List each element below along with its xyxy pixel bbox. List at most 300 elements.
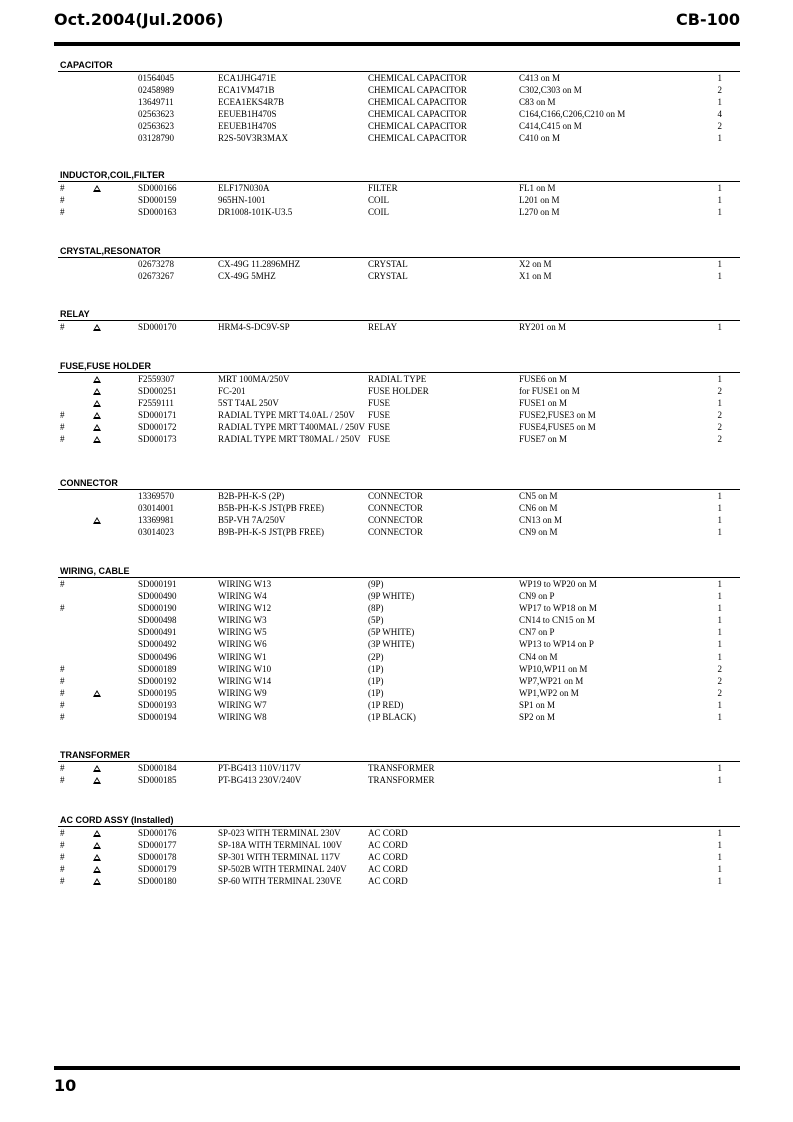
change-mark: # — [60, 195, 65, 206]
part-row — [58, 84, 740, 96]
part-location: C414,C415 on M — [519, 121, 582, 132]
part-quantity: 1 — [717, 133, 722, 144]
part-description: SP-023 WITH TERMINAL 230V — [218, 828, 341, 838]
part-quantity: 1 — [717, 322, 722, 332]
part-location: X2 on M — [519, 259, 552, 269]
part-quantity: 4 — [717, 109, 722, 120]
part-name: CRYSTAL — [368, 259, 408, 269]
part-row — [58, 108, 740, 120]
part-number: SD000189 — [138, 663, 177, 674]
part-description: PT-BG413 110V/117V — [218, 763, 301, 773]
section — [58, 246, 740, 282]
safety-warning-icon — [93, 433, 101, 446]
part-description: FC-201 — [218, 386, 246, 397]
part-quantity: 2 — [717, 410, 722, 421]
part-row — [58, 614, 740, 626]
section — [58, 60, 740, 145]
part-row — [58, 526, 740, 538]
part-name: CONNECTOR — [368, 491, 423, 501]
safety-warning-icon — [93, 182, 101, 195]
section — [58, 815, 740, 887]
part-description: WIRING W10 — [218, 663, 272, 674]
change-mark: # — [60, 840, 65, 851]
part-location: CN7 on P — [519, 627, 555, 638]
part-location: FUSE6 on M — [519, 374, 568, 384]
safety-warning-icon — [93, 839, 101, 852]
safety-warning-icon — [93, 321, 101, 334]
part-name: RELAY — [368, 322, 398, 332]
part-number: SD000184 — [138, 763, 177, 773]
part-name: CONNECTOR — [368, 515, 423, 526]
part-number: SD000491 — [138, 627, 177, 638]
part-name: CHEMICAL CAPACITOR — [368, 73, 467, 83]
footer-rule — [54, 1066, 740, 1070]
section-title: FUSE,FUSE HOLDER — [60, 361, 152, 371]
part-description: RADIAL TYPE MRT T80MAL / 250V — [218, 434, 361, 445]
part-name: (9P WHITE) — [368, 591, 415, 602]
part-row — [58, 421, 740, 433]
part-name: (1P) — [368, 663, 384, 674]
part-name: (1P RED) — [368, 699, 404, 710]
part-description: ECA1JHG471E — [218, 73, 276, 83]
part-description: WIRING W7 — [218, 699, 267, 710]
change-mark: # — [60, 434, 65, 445]
part-description: SP-502B WITH TERMINAL 240V — [218, 864, 347, 875]
safety-warning-icon — [93, 863, 101, 876]
part-location: WP17 to WP18 on M — [519, 603, 597, 614]
part-location: FUSE7 on M — [519, 434, 568, 445]
section — [58, 361, 740, 446]
change-mark: # — [60, 712, 65, 723]
part-row — [58, 651, 740, 663]
part-number: SD000170 — [138, 322, 177, 332]
part-row — [58, 373, 740, 385]
part-quantity: 1 — [717, 579, 722, 589]
part-description: R2S-50V3R3MAX — [218, 133, 289, 144]
change-mark: # — [60, 322, 65, 332]
part-name: (3P WHITE) — [368, 639, 415, 650]
part-row — [58, 132, 740, 144]
part-description: RADIAL TYPE MRT T4.0AL / 250V — [218, 410, 355, 421]
part-location: L201 on M — [519, 195, 560, 206]
change-mark: # — [60, 422, 65, 433]
part-description: ECEA1EKS4R7B — [218, 97, 285, 108]
part-number: SD000171 — [138, 410, 177, 421]
part-row — [58, 72, 740, 84]
part-location: WP19 to WP20 on M — [519, 579, 597, 589]
safety-warning-icon — [93, 875, 101, 888]
part-description: WIRING W9 — [218, 687, 267, 698]
part-description: RADIAL TYPE MRT T400MAL / 250V — [218, 422, 366, 433]
part-quantity: 2 — [717, 422, 722, 433]
part-row — [58, 827, 740, 839]
part-number: SD000251 — [138, 386, 177, 397]
part-row — [58, 433, 740, 445]
part-quantity: 1 — [717, 97, 722, 108]
part-row — [58, 638, 740, 650]
change-mark: # — [60, 864, 65, 875]
section — [58, 309, 740, 333]
part-quantity: 2 — [717, 675, 722, 686]
part-name: AC CORD — [368, 852, 408, 863]
part-name: CHEMICAL CAPACITOR — [368, 97, 467, 108]
part-number: 13369981 — [138, 515, 174, 526]
safety-warning-icon — [93, 774, 101, 787]
part-name: CHEMICAL CAPACITOR — [368, 85, 467, 96]
part-name: (1P) — [368, 675, 384, 686]
part-quantity: 1 — [717, 195, 722, 206]
change-mark: # — [60, 699, 65, 710]
part-number: 02458989 — [138, 85, 174, 96]
section-title: CONNECTOR — [60, 478, 118, 488]
safety-warning-icon — [93, 762, 101, 775]
part-location: CN4 on M — [519, 651, 558, 662]
part-name: (9P) — [368, 579, 384, 589]
change-mark: # — [60, 410, 65, 421]
safety-warning-icon — [93, 409, 101, 422]
safety-warning-icon — [93, 827, 101, 840]
part-row — [58, 762, 740, 774]
part-description: CX-49G 5MHZ — [218, 271, 276, 282]
part-name: AC CORD — [368, 876, 408, 887]
part-quantity: 1 — [717, 503, 722, 514]
section-title: WIRING, CABLE — [60, 566, 130, 576]
part-number: 13649711 — [138, 97, 174, 108]
part-description: B5P-VH 7A/250V — [218, 515, 286, 526]
change-mark: # — [60, 828, 65, 838]
part-row — [58, 120, 740, 132]
part-location: WP10,WP11 on M — [519, 663, 588, 674]
part-description: WIRING W4 — [218, 591, 267, 602]
part-number: SD000166 — [138, 183, 177, 193]
safety-warning-icon — [93, 687, 101, 700]
part-quantity: 2 — [717, 85, 722, 96]
part-number: 03014023 — [138, 527, 174, 538]
part-number: SD000177 — [138, 840, 177, 851]
part-description: DR1008-101K-U3.5 — [218, 207, 293, 218]
part-description: 5ST T4AL 250V — [218, 398, 279, 409]
part-quantity: 1 — [717, 207, 722, 218]
part-quantity: 1 — [717, 615, 722, 626]
part-row — [58, 385, 740, 397]
part-description: B9B-PH-K-S JST(PB FREE) — [218, 527, 325, 538]
part-name: FUSE — [368, 434, 391, 445]
part-description: WIRING W8 — [218, 712, 267, 723]
part-description: ECA1VM471B — [218, 85, 275, 96]
part-quantity: 2 — [717, 663, 722, 674]
part-location: L270 on M — [519, 207, 560, 218]
part-description: B2B-PH-K-S (2P) — [218, 491, 285, 501]
part-name: (1P) — [368, 687, 384, 698]
change-mark: # — [60, 603, 65, 614]
part-description: EEUEB1H470S — [218, 109, 277, 120]
part-name: FUSE — [368, 410, 391, 421]
part-quantity: 1 — [717, 271, 722, 282]
part-number: SD000179 — [138, 864, 177, 875]
part-row — [58, 194, 740, 206]
part-location: C413 on M — [519, 73, 561, 83]
document-date: Oct.2004(Jul.2006) — [54, 10, 224, 29]
part-number: SD000191 — [138, 579, 177, 589]
part-description: HRM4-S-DC9V-SP — [218, 322, 290, 332]
part-location: WP7,WP21 on M — [519, 675, 584, 686]
part-name: TRANSFORMER — [368, 763, 435, 773]
part-location: FUSE1 on M — [519, 398, 568, 409]
change-mark: # — [60, 663, 65, 674]
part-name: (1P BLACK) — [368, 712, 416, 723]
part-description: WIRING W1 — [218, 651, 267, 662]
part-description: WIRING W13 — [218, 579, 272, 589]
part-row — [58, 270, 740, 282]
part-location: C410 on M — [519, 133, 561, 144]
part-location: CN13 on M — [519, 515, 563, 526]
part-number: SD000173 — [138, 434, 177, 445]
section-title: AC CORD ASSY (Installed) — [60, 815, 174, 825]
part-row — [58, 258, 740, 270]
part-row — [58, 590, 740, 602]
part-location: CN5 on M — [519, 491, 558, 501]
part-name: CHEMICAL CAPACITOR — [368, 133, 467, 144]
part-number: F2559307 — [138, 374, 175, 384]
part-name: (5P) — [368, 615, 384, 626]
part-description: 965HN-1001 — [218, 195, 266, 206]
part-quantity: 1 — [717, 591, 722, 602]
part-number: SD000498 — [138, 615, 177, 626]
part-name: CHEMICAL CAPACITOR — [368, 109, 467, 120]
part-number: 02673267 — [138, 271, 174, 282]
page-header — [54, 10, 740, 32]
part-quantity: 1 — [717, 398, 722, 409]
part-description: CX-49G 11.2896MHZ — [218, 259, 301, 269]
part-row — [58, 321, 740, 333]
part-description: ELF17N030A — [218, 183, 270, 193]
part-number: SD000195 — [138, 687, 177, 698]
change-mark: # — [60, 183, 65, 193]
part-row — [58, 851, 740, 863]
part-quantity: 1 — [717, 515, 722, 526]
part-number: 02563623 — [138, 121, 174, 132]
part-location: SP1 on M — [519, 699, 556, 710]
part-description: SP-301 WITH TERMINAL 117V — [218, 852, 341, 863]
part-row — [58, 514, 740, 526]
part-name: (8P) — [368, 603, 384, 614]
part-quantity: 1 — [717, 828, 722, 838]
part-number: 02673278 — [138, 259, 174, 269]
section-title: CAPACITOR — [60, 60, 113, 70]
section — [58, 478, 740, 538]
part-number: F2559111 — [138, 398, 174, 409]
part-location: CN6 on M — [519, 503, 558, 514]
part-quantity: 1 — [717, 775, 722, 786]
safety-warning-icon — [93, 373, 101, 386]
part-row — [58, 409, 740, 421]
part-description: MRT 100MA/250V — [218, 374, 290, 384]
part-quantity: 1 — [717, 639, 722, 650]
part-name: CRYSTAL — [368, 271, 408, 282]
part-number: 01564045 — [138, 73, 174, 83]
part-quantity: 1 — [717, 73, 722, 83]
change-mark: # — [60, 579, 65, 589]
part-location: CN9 on M — [519, 527, 558, 538]
part-location: FL1 on M — [519, 183, 556, 193]
part-row — [58, 839, 740, 851]
safety-warning-icon — [93, 397, 101, 410]
part-location: WP13 to WP14 on P — [519, 639, 594, 650]
part-name: CONNECTOR — [368, 527, 423, 538]
change-mark: # — [60, 775, 65, 786]
part-name: COIL — [368, 195, 389, 206]
safety-warning-icon — [93, 421, 101, 434]
part-description: EEUEB1H470S — [218, 121, 277, 132]
part-quantity: 1 — [717, 627, 722, 638]
part-location: CN9 on P — [519, 591, 555, 602]
part-row — [58, 490, 740, 502]
part-row — [58, 711, 740, 723]
part-number: SD000163 — [138, 207, 177, 218]
part-quantity: 2 — [717, 434, 722, 445]
safety-warning-icon — [93, 851, 101, 864]
part-location: SP2 on M — [519, 712, 556, 723]
part-quantity: 1 — [717, 651, 722, 662]
part-row — [58, 397, 740, 409]
part-location: C302,C303 on M — [519, 85, 582, 96]
part-quantity: 2 — [717, 687, 722, 698]
part-name: RADIAL TYPE — [368, 374, 427, 384]
part-location: WP1,WP2 on M — [519, 687, 579, 698]
change-mark: # — [60, 207, 65, 218]
change-mark: # — [60, 763, 65, 773]
part-number: 03128790 — [138, 133, 174, 144]
section — [58, 566, 740, 723]
part-quantity: 2 — [717, 386, 722, 397]
part-location: FUSE2,FUSE3 on M — [519, 410, 596, 421]
part-name: FILTER — [368, 183, 398, 193]
part-name: AC CORD — [368, 840, 408, 851]
part-number: SD000176 — [138, 828, 177, 838]
part-row — [58, 206, 740, 218]
part-location: X1 on M — [519, 271, 552, 282]
part-quantity: 1 — [717, 712, 722, 723]
part-number: SD000159 — [138, 195, 177, 206]
safety-warning-icon — [93, 514, 101, 527]
part-location: for FUSE1 on M — [519, 386, 580, 397]
part-description: WIRING W6 — [218, 639, 267, 650]
part-number: 03014001 — [138, 503, 174, 514]
part-row — [58, 875, 740, 887]
part-name: CHEMICAL CAPACITOR — [368, 121, 467, 132]
part-number: SD000180 — [138, 876, 177, 887]
part-location: FUSE4,FUSE5 on M — [519, 422, 596, 433]
part-number: SD000172 — [138, 422, 177, 433]
change-mark: # — [60, 675, 65, 686]
change-mark: # — [60, 687, 65, 698]
safety-warning-icon — [93, 385, 101, 398]
part-row — [58, 602, 740, 614]
part-number: SD000490 — [138, 591, 177, 602]
part-name: TRANSFORMER — [368, 775, 435, 786]
part-number: SD000190 — [138, 603, 177, 614]
part-description: PT-BG413 230V/240V — [218, 775, 302, 786]
section — [58, 170, 740, 218]
part-row — [58, 774, 740, 786]
part-quantity: 1 — [717, 491, 722, 501]
part-number: SD000192 — [138, 675, 177, 686]
part-quantity: 1 — [717, 603, 722, 614]
part-number: SD000193 — [138, 699, 177, 710]
part-row — [58, 626, 740, 638]
part-name: (2P) — [368, 651, 384, 662]
part-quantity: 1 — [717, 864, 722, 875]
part-name: FUSE HOLDER — [368, 386, 429, 397]
part-quantity: 1 — [717, 763, 722, 773]
part-location: C164,C166,C206,C210 on M — [519, 109, 626, 120]
part-name: FUSE — [368, 398, 391, 409]
part-name: AC CORD — [368, 864, 408, 875]
part-quantity: 1 — [717, 876, 722, 887]
part-description: WIRING W5 — [218, 627, 267, 638]
part-number: 02563623 — [138, 109, 174, 120]
part-number: SD000496 — [138, 651, 177, 662]
part-row — [58, 182, 740, 194]
section-title: TRANSFORMER — [60, 750, 130, 760]
part-description: WIRING W3 — [218, 615, 267, 626]
header-rule — [54, 42, 740, 46]
part-row — [58, 663, 740, 675]
part-description: SP-60 WITH TERMINAL 230VE — [218, 876, 342, 887]
part-number: SD000194 — [138, 712, 177, 723]
change-mark: # — [60, 852, 65, 863]
part-number: SD000185 — [138, 775, 177, 786]
part-name: COIL — [368, 207, 389, 218]
part-location: CN14 to CN15 on M — [519, 615, 596, 626]
part-quantity: 1 — [717, 183, 722, 193]
part-row — [58, 96, 740, 108]
part-quantity: 1 — [717, 852, 722, 863]
part-description: WIRING W14 — [218, 675, 272, 686]
part-row — [58, 699, 740, 711]
part-row — [58, 578, 740, 590]
part-quantity: 1 — [717, 699, 722, 710]
part-name: AC CORD — [368, 828, 408, 838]
part-number: SD000492 — [138, 639, 177, 650]
part-number: SD000178 — [138, 852, 177, 863]
part-quantity: 1 — [717, 259, 722, 269]
section-title: INDUCTOR,COIL,FILTER — [60, 170, 165, 180]
model-name: CB-100 — [676, 10, 740, 29]
part-name: FUSE — [368, 422, 391, 433]
part-row — [58, 675, 740, 687]
part-description: WIRING W12 — [218, 603, 272, 614]
section — [58, 750, 740, 786]
part-description: B5B-PH-K-S JST(PB FREE) — [218, 503, 325, 514]
part-name: (5P WHITE) — [368, 627, 415, 638]
part-quantity: 1 — [717, 527, 722, 538]
part-row — [58, 863, 740, 875]
part-row — [58, 687, 740, 699]
section-title: RELAY — [60, 309, 90, 319]
part-name: CONNECTOR — [368, 503, 423, 514]
part-quantity: 1 — [717, 840, 722, 851]
part-location: C83 on M — [519, 97, 556, 108]
part-location: RY201 on M — [519, 322, 567, 332]
part-number: 13369570 — [138, 491, 174, 501]
part-row — [58, 502, 740, 514]
page-number: 10 — [54, 1076, 77, 1095]
part-description: SP-18A WITH TERMINAL 100V — [218, 840, 343, 851]
change-mark: # — [60, 876, 65, 887]
section-title: CRYSTAL,RESONATOR — [60, 246, 161, 256]
part-quantity: 1 — [717, 374, 722, 384]
